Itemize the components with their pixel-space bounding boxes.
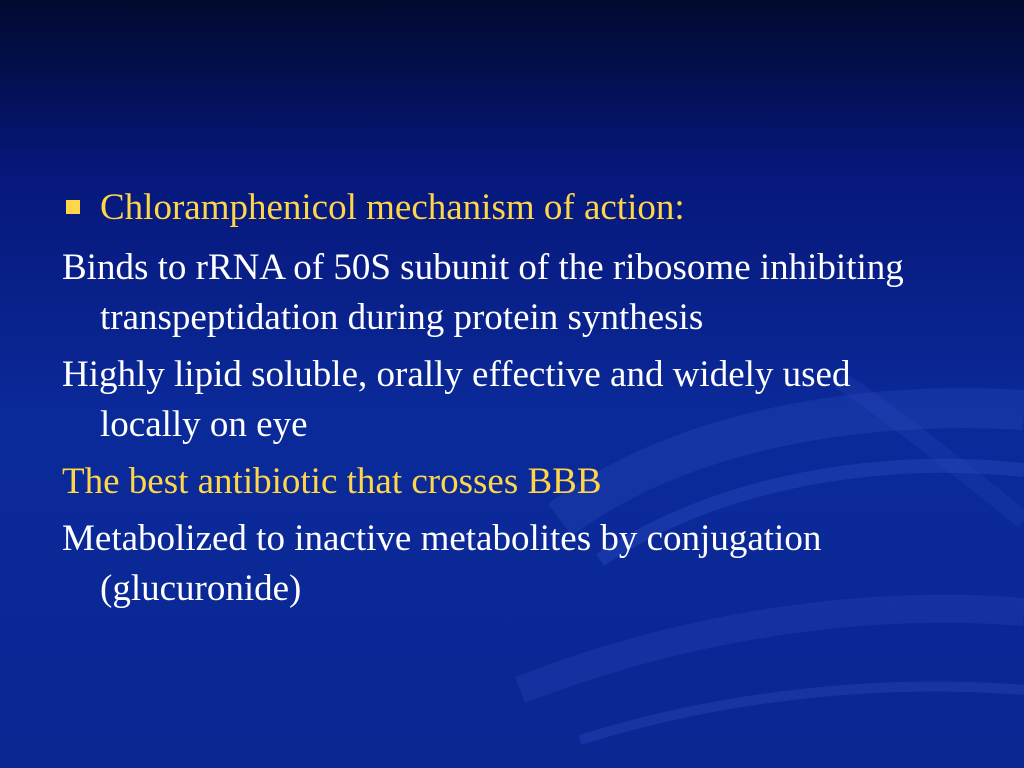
slide-content xyxy=(0,183,1024,621)
point-crosses-bbb: The best antibiotic that crosses BBB xyxy=(62,461,602,502)
point-lipid-solubility: Highly lipid soluble, orally effective and widely used locally on eye xyxy=(62,354,851,445)
point-metabolism: Metabolized to inactive metabolites by conjugation (glucuronide) xyxy=(62,518,822,609)
heading-bullet xyxy=(0,183,1024,233)
point-ribosome-binding: Binds to rRNA of 50S subunit of the ribosome inhibiting transpeptidation during protein synthesis xyxy=(62,247,904,338)
square-bullet-icon xyxy=(66,200,80,214)
heading-text: Chloramphenicol mechanism of action: xyxy=(100,187,685,228)
